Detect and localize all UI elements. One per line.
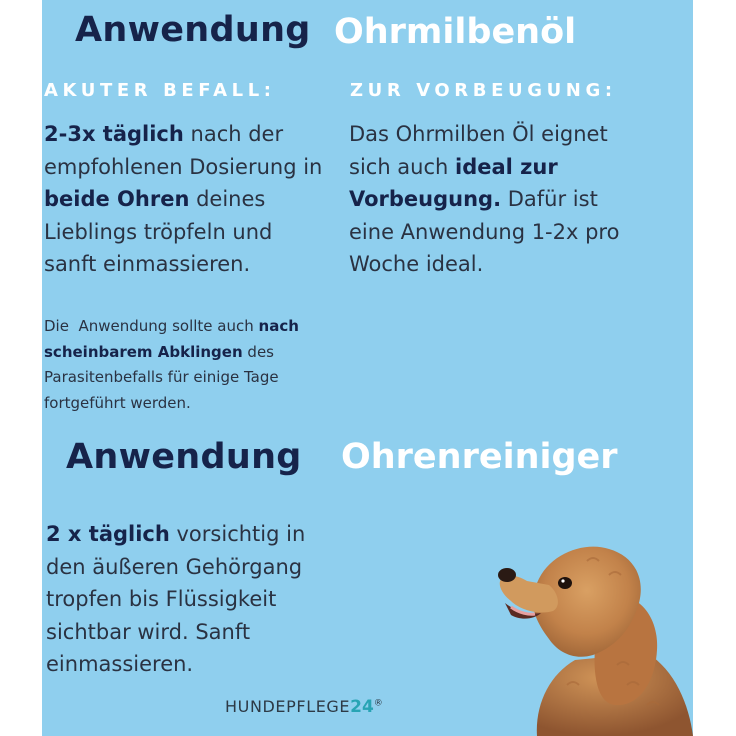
note-bold: nach scheinbarem Abklingen [44,317,299,361]
section2-title: Anwendung [66,437,302,477]
cleaner-text: vorsichtig in den äußeren Gehörgang tropfen bis Flüssigkeit sichtbar wird. Sanft einmassieren. [46,522,306,676]
continuation-note [44,314,314,416]
prevention-heading: ZUR VORBEUGUNG: [350,80,617,101]
brand-number: 24 [350,697,374,717]
prevention-instructions [349,118,629,281]
brand-name: HUNDEPFLEGE [225,697,351,716]
prevention-text-1: Das Ohrmilben Öl eignet sich auch [349,122,608,179]
prevention-ideal: ideal zur Vorbeugung. [349,154,558,211]
section2-product-title: Ohrenreiniger [341,437,618,477]
note-text-2: des Parasitenbefalls für einige Tage fortgeführt werden. [44,342,279,412]
acute-heading: AKUTER BEFALL: [44,80,276,101]
acute-both-ears: beide Ohren [44,187,190,211]
brand-registered-mark: ® [373,698,384,709]
section1-title: Anwendung [75,10,311,50]
cleaner-instructions [46,518,351,681]
infographic-panel [42,0,693,736]
cleaner-frequency: 2 x täglich [46,522,170,546]
acute-text-2: deines Lieblings tröpfeln und sanft einmassieren. [44,187,273,276]
dog-image [497,535,693,736]
acute-text-1: nach der empfohlenen Dosierung in [44,122,323,179]
prevention-text-2: Dafür ist eine Anwendung 1-2x pro Woche ideal. [349,187,620,276]
note-text-1: Die Anwendung sollte auch [44,317,259,335]
acute-frequency: 2-3x täglich [44,122,184,146]
acute-instructions [44,118,324,281]
brand-logo [225,697,383,717]
section1-product-title: Ohrmilbenöl [334,12,577,52]
